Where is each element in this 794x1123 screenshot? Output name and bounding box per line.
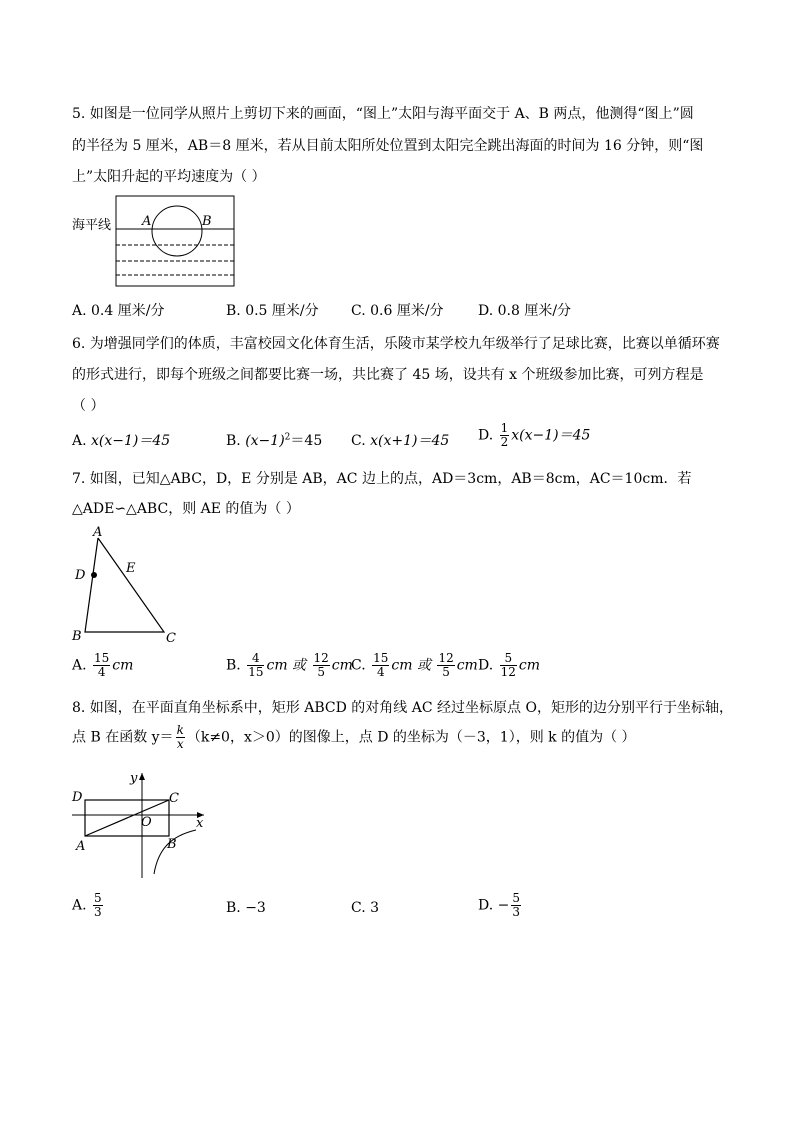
q7-option-d-letter: D. xyxy=(478,657,494,674)
q7-option-c-unit-1: cm 或 xyxy=(391,657,431,674)
q6-line-3: （ ） xyxy=(72,398,105,414)
q6-option-d-numerator: 1 xyxy=(500,421,509,435)
q7-option-a-letter: A. xyxy=(72,657,87,674)
q6-option-a-expr: x(x−1)＝45 xyxy=(91,433,171,449)
q7-option-c-numerator-2: 12 xyxy=(438,651,454,665)
q8-option-a-numerator: 5 xyxy=(94,891,102,905)
q6-option-a[interactable] xyxy=(72,430,170,450)
q5-sun-figure xyxy=(70,193,240,287)
q7-option-b-numerator-1: 4 xyxy=(247,652,264,666)
q8-line-2 xyxy=(72,724,636,751)
q8-option-b-value: −3 xyxy=(245,900,266,916)
q8-axis-y: y xyxy=(130,771,138,786)
q7-option-d-unit: cm xyxy=(518,657,541,674)
q7-point-e: E xyxy=(126,561,136,576)
q6-option-b-expr: (x−1) xyxy=(245,433,285,449)
q8-axis-x: x xyxy=(196,816,204,831)
q5-option-c[interactable]: C. 0.6 厘米/分 xyxy=(351,303,444,319)
q7-option-c-denominator-1: 4 xyxy=(376,665,385,679)
q7-option-c-unit-2: cm xyxy=(456,657,478,674)
q8-function-denominator: x xyxy=(176,737,184,751)
q8-option-d-letter: D. xyxy=(478,897,494,914)
q8-option-c[interactable] xyxy=(351,900,379,916)
q5-option-d[interactable]: D. 0.8 厘米/分 xyxy=(478,303,572,319)
q8-option-d-denominator: 3 xyxy=(512,905,521,919)
q8-line-2-post: （k≠0，x＞0）的图像上，点 D 的坐标为（－3，1），则 k 的值为（ ） xyxy=(186,729,636,746)
q8-point-a: A xyxy=(76,839,86,854)
q7-option-a-unit: cm xyxy=(112,657,134,674)
q8-option-d-numerator: 5 xyxy=(512,891,521,905)
q7-option-a-numerator: 15 xyxy=(94,651,110,665)
q7-option-d-denominator: 12 xyxy=(500,665,516,679)
q7-option-c-letter: C. xyxy=(351,657,366,674)
q7-option-b-fraction-1 xyxy=(247,652,264,679)
q6-option-c-letter: C. xyxy=(351,433,366,449)
q7-option-a-denominator: 4 xyxy=(97,665,106,679)
q5-option-a[interactable]: A. 0.4 厘米/分 xyxy=(72,303,165,319)
q7-triangle-figure xyxy=(70,522,185,644)
q6-option-b-exponent: 2 xyxy=(284,432,291,443)
q5-point-a: A xyxy=(142,214,152,229)
q6-line-1: 6. 为增强同学们的体质，丰富校园文化体育生活，乐陵市某学校九年级举行了足球比赛，比赛以单循环赛 xyxy=(72,336,720,352)
q8-function-fraction xyxy=(176,724,185,751)
q8-option-c-letter: C. xyxy=(351,900,366,916)
q8-option-d-fraction xyxy=(511,892,521,919)
q7-option-d-numerator: 5 xyxy=(500,652,517,666)
q6-option-d[interactable] xyxy=(478,422,590,449)
q6-option-d-denominator: 2 xyxy=(500,435,509,449)
q7-option-b-denominator-1: 15 xyxy=(248,665,264,679)
q8-option-d-sign: − xyxy=(497,897,510,914)
q7-point-c: C xyxy=(166,631,176,644)
q6-option-d-letter: D. xyxy=(478,427,494,444)
q6-option-b-rest: ＝45 xyxy=(290,433,323,449)
q8-point-b: B xyxy=(167,837,177,852)
q7-option-d-fraction xyxy=(500,652,517,679)
q8-option-a-denominator: 3 xyxy=(94,905,102,919)
q7-option-c-denominator-2: 5 xyxy=(442,665,450,679)
q7-option-b-unit-2: cm xyxy=(331,657,353,674)
q5-line-3: 上”太阳升起的平均速度为（ ） xyxy=(72,169,266,185)
q7-option-d[interactable] xyxy=(478,652,540,679)
q8-coordinate-figure xyxy=(70,770,220,882)
q8-point-o: O xyxy=(141,815,152,830)
q7-option-c-fraction-2 xyxy=(437,652,454,679)
q7-option-a-fraction xyxy=(93,652,110,679)
q7-option-b-letter: B. xyxy=(226,657,241,674)
q6-option-a-letter: A. xyxy=(72,433,87,449)
q7-line-1: 7. 如图，已知△ABC，D，E 分别是 AB，AC 边上的点，AD＝3cm，AB＝8cm，AC＝10cm．若 xyxy=(72,471,692,487)
q6-option-b[interactable] xyxy=(226,430,322,450)
q8-option-a-fraction xyxy=(93,892,103,919)
q8-function-numerator: k xyxy=(176,723,184,737)
q5-line-1: 5. 如图是一位同学从照片上剪切下来的画面，“图上”太阳与海平面交于 A、B 两点，他测得“图上”圆 xyxy=(72,106,694,122)
q8-line-1: 8. 如图，在平面直角坐标系中，矩形 ABCD 的对角线 AC 经过坐标原点 O，矩形的边分别平行于坐标轴， xyxy=(72,700,733,716)
q8-point-d: D xyxy=(72,790,83,805)
q7-option-b-denominator-2: 5 xyxy=(317,665,325,679)
q7-option-c-numerator-1: 15 xyxy=(373,651,389,665)
q6-option-d-fraction xyxy=(500,422,510,449)
q6-option-c[interactable] xyxy=(351,430,449,450)
q8-option-a-letter: A. xyxy=(72,897,87,914)
q8-point-c: C xyxy=(169,791,179,806)
q7-option-b-numerator-2: 12 xyxy=(313,651,329,665)
q7-option-b-fraction-2 xyxy=(313,652,330,679)
q6-option-b-letter: B. xyxy=(226,433,241,449)
q8-option-c-value: 3 xyxy=(370,900,380,916)
q8-option-d[interactable] xyxy=(478,892,523,919)
q7-option-a[interactable] xyxy=(72,652,133,679)
q8-option-b[interactable] xyxy=(226,900,266,916)
q6-line-2: 的形式进行，即每个班级之间都要比赛一场，共比赛了 45 场，设共有 x 个班级参加比赛，可列方程是 xyxy=(72,367,704,383)
q8-line-2-pre: 点 B 在函数 y＝ xyxy=(72,729,174,746)
q5-sea-label: 海平线 xyxy=(72,218,112,233)
q5-point-b: B xyxy=(202,214,212,229)
q7-point-b: B xyxy=(72,629,82,644)
q7-point-d: D xyxy=(75,568,86,583)
q6-option-c-expr: x(x+1)＝45 xyxy=(370,433,450,449)
q7-point-a: A xyxy=(93,525,103,540)
q7-option-c[interactable] xyxy=(351,652,478,679)
q8-option-a[interactable] xyxy=(72,892,105,919)
q7-line-2: △ADE∽△ABC，则 AE 的值为（ ） xyxy=(72,501,300,517)
q8-option-b-letter: B. xyxy=(226,900,241,916)
q6-option-d-rest: x(x−1)＝45 xyxy=(511,427,591,444)
q7-option-b[interactable] xyxy=(226,652,353,679)
q5-line-2: 的半径为 5 厘米，AB＝8 厘米，若从目前太阳所处位置到太阳完全跳出海面的时间为 16 分钟，则“图 xyxy=(72,138,704,154)
q7-option-c-fraction-1 xyxy=(372,652,389,679)
q7-option-b-unit-1: cm 或 xyxy=(266,657,307,674)
q5-option-b[interactable]: B. 0.5 厘米/分 xyxy=(226,303,319,319)
